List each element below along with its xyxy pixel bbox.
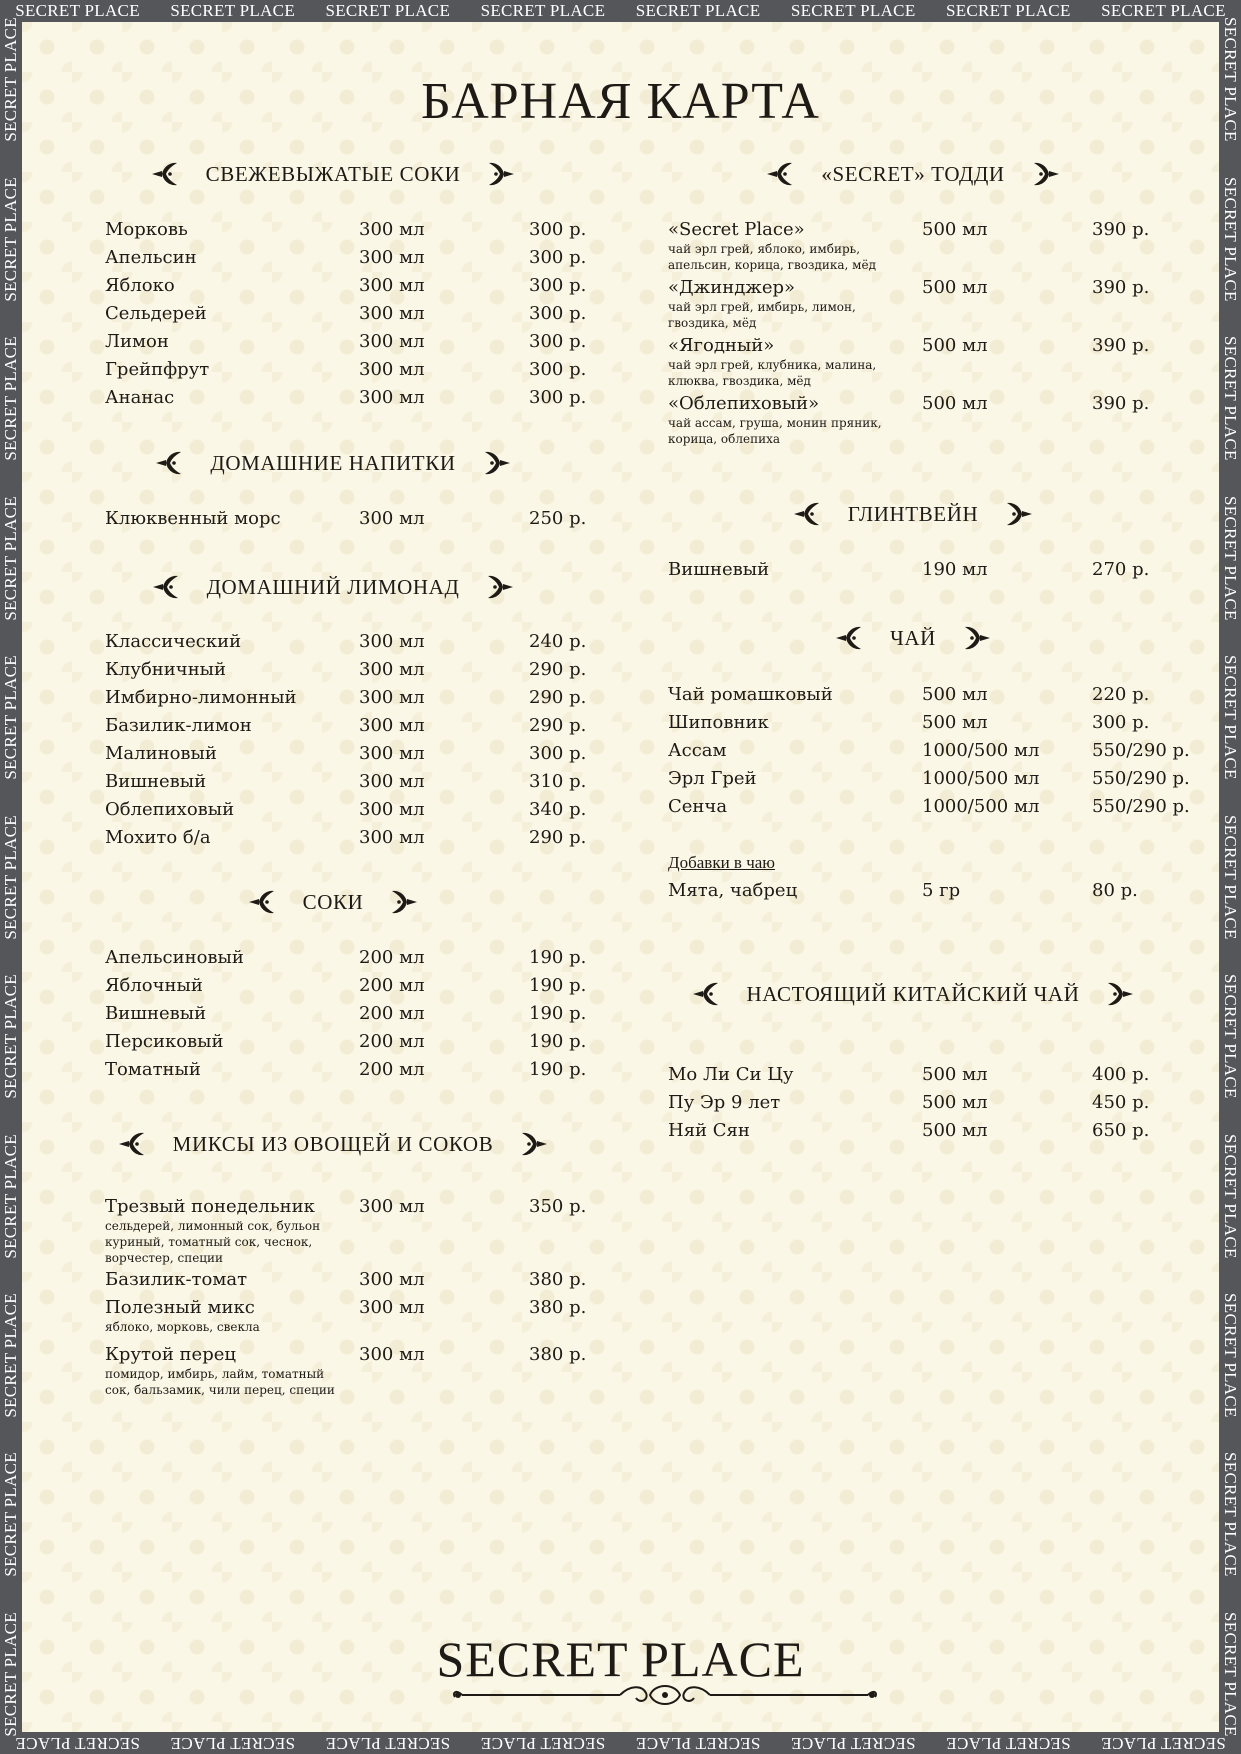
border-label: SECRET PLACE	[1221, 974, 1240, 1099]
item-description: чай эрл грей, яблоко, имбирь, апельсин, корица, гвоздика, мёд	[668, 242, 876, 272]
item-volume: 300 мл	[359, 659, 425, 680]
item-volume: 500 мл	[922, 712, 988, 733]
item-price: 450 р.	[1092, 1092, 1150, 1113]
border-label: SECRET PLACE	[1, 1452, 20, 1578]
item-volume: 200 мл	[359, 947, 425, 968]
item-volume: 200 мл	[359, 1031, 425, 1052]
item-name: Томатный	[105, 1059, 201, 1080]
item-name: Сенча	[668, 796, 728, 817]
item-volume: 500 мл	[922, 393, 988, 414]
fleur-ornament-icon	[1031, 159, 1061, 189]
fleur-ornament-icon	[1105, 979, 1135, 1009]
item-volume: 300 мл	[359, 631, 425, 652]
item-name: Апельсиновый	[105, 947, 244, 968]
item-description: чай эрл грей, имбирь, лимон, гвоздика, мёд	[668, 300, 856, 330]
item-name: Ананас	[105, 387, 175, 408]
border-label: SECRET PLACE	[790, 1734, 916, 1753]
item-price: 290 р.	[529, 715, 587, 736]
item-volume: 1000/500 мл	[922, 768, 1040, 789]
item-name: Яблоко	[105, 275, 175, 296]
border-label: SECRET PLACE	[945, 1734, 1071, 1753]
item-name: Базилик-томат	[105, 1269, 248, 1290]
fleur-ornament-icon	[151, 572, 181, 602]
border-label: SECRET PLACE	[945, 1, 1071, 20]
border-label: SECRET PLACE	[1, 1611, 20, 1737]
section-title: СОКИ	[302, 889, 364, 914]
item-volume: 200 мл	[359, 1059, 425, 1080]
item-name: Малиновый	[105, 743, 217, 764]
item-volume: 300 мл	[359, 247, 425, 268]
item-volume: 200 мл	[359, 1003, 425, 1024]
item-name: Сельдерей	[105, 303, 207, 324]
item-name: Апельсин	[105, 247, 197, 268]
section-header	[765, 154, 1061, 194]
item-price: 550/290 р.	[1092, 796, 1190, 817]
section-header	[140, 567, 526, 607]
border-label: SECRET PLACE	[1221, 495, 1240, 621]
fleur-ornament-icon	[482, 448, 512, 478]
border-label: SECRET PLACE	[1, 17, 20, 143]
border-label: SECRET PLACE	[1221, 1611, 1240, 1737]
item-price: 300 р.	[529, 359, 587, 380]
border-label: SECRET PLACE	[1221, 1293, 1240, 1418]
border-label: SECRET PLACE	[480, 1, 606, 20]
fleur-ornament-icon	[150, 159, 180, 189]
fleur-ornament-icon	[962, 623, 992, 653]
section-header	[770, 494, 1056, 534]
section-header	[685, 974, 1141, 1014]
item-price: 380 р.	[529, 1297, 587, 1318]
item-price: 390 р.	[1092, 219, 1150, 240]
item-volume: 300 мл	[359, 743, 425, 764]
item-volume: 500 мл	[922, 1120, 988, 1141]
item-description: чай ассам, груша, монин пряник, корица, облепиха	[668, 416, 882, 446]
item-name: Лимон	[105, 331, 169, 352]
border-label: SECRET PLACE	[1, 176, 20, 302]
item-price: 300 р.	[529, 247, 587, 268]
item-name: Персиковый	[105, 1031, 224, 1052]
item-price: 550/290 р.	[1092, 768, 1190, 789]
item-volume: 300 мл	[359, 715, 425, 736]
page-title: БАРНАЯ КАРТА	[421, 73, 820, 130]
section-title: ДОМАШНИЕ НАПИТКИ	[210, 450, 456, 475]
item-volume: 300 мл	[359, 275, 425, 296]
border-label: SECRET PLACE	[325, 1734, 451, 1753]
section-title: СВЕЖЕВЫЖАТЫЕ СОКИ	[205, 161, 461, 186]
item-description: яблоко, морковь, свекла	[105, 1320, 260, 1334]
item-name: «Secret Place»	[668, 219, 805, 240]
section-header	[220, 882, 446, 922]
item-price: 340 р.	[529, 799, 587, 820]
section-title: НАСТОЯЩИЙ КИТАЙСКИЙ ЧАЙ	[746, 981, 1080, 1006]
border-label: SECRET PLACE	[1, 814, 20, 940]
item-volume: 300 мл	[359, 1344, 425, 1365]
border-label: SECRET PLACE	[1, 1293, 20, 1418]
item-name: Облепиховый	[105, 799, 235, 820]
border-label: SECRET PLACE	[1, 655, 20, 780]
item-price: 250 р.	[529, 508, 587, 529]
item-price: 310 р.	[529, 771, 587, 792]
item-price: 300 р.	[529, 743, 587, 764]
item-name: Мохито б/а	[105, 827, 211, 848]
border-label: SECRET PLACE	[1221, 336, 1240, 461]
menu-page	[22, 22, 1219, 1732]
fleur-ornament-icon	[834, 623, 864, 653]
section-title: МИКСЫ ИЗ ОВОЩЕЙ И СОКОВ	[172, 1131, 494, 1156]
item-name: Базилик-лимон	[105, 715, 252, 736]
border-label: SECRET PLACE	[480, 1734, 606, 1753]
item-volume: 300 мл	[359, 799, 425, 820]
item-volume: 300 мл	[359, 771, 425, 792]
border-label: SECRET PLACE	[635, 1734, 761, 1753]
border-label: SECRET PLACE	[1101, 1, 1226, 20]
item-price: 350 р.	[529, 1196, 587, 1217]
item-description: чай эрл грей, клубника, малина, клюква, гвоздика, мёд	[668, 358, 877, 388]
border-label: SECRET PLACE	[1, 974, 20, 1099]
border-label: SECRET PLACE	[15, 1734, 140, 1753]
item-volume: 300 мл	[359, 1297, 425, 1318]
fleur-ornament-icon	[154, 448, 184, 478]
item-volume: 300 мл	[359, 508, 425, 529]
item-price: 390 р.	[1092, 393, 1150, 414]
border-label: SECRET PLACE	[325, 1, 451, 20]
item-price: 300 р.	[529, 303, 587, 324]
item-name: Полезный микс	[105, 1297, 255, 1318]
border-label: SECRET PLACE	[170, 1734, 296, 1753]
fleur-ornament-icon	[485, 572, 515, 602]
fleur-ornament-icon	[389, 887, 419, 917]
item-volume: 300 мл	[359, 827, 425, 848]
item-name: Имбирно-лимонный	[105, 687, 297, 708]
border-top	[0, 0, 1241, 22]
border-label: SECRET PLACE	[1101, 1734, 1226, 1753]
section-header	[160, 154, 506, 194]
item-price: 190 р.	[529, 1059, 587, 1080]
fleur-ornament-icon	[519, 1129, 549, 1159]
border-label: SECRET PLACE	[635, 1, 761, 20]
item-price: 300 р.	[529, 331, 587, 352]
section-title: «SECRET» ТОДДИ	[821, 161, 1005, 186]
item-price: 240 р.	[529, 631, 587, 652]
item-volume: 300 мл	[359, 1269, 425, 1290]
item-price: 550/290 р.	[1092, 740, 1190, 761]
section-header	[825, 618, 1001, 658]
item-volume: 500 мл	[922, 1064, 988, 1085]
item-price: 300 р.	[1092, 712, 1150, 733]
item-volume: 300 мл	[359, 387, 425, 408]
item-name: Вишневый	[668, 559, 770, 580]
item-volume: 500 мл	[922, 277, 988, 298]
item-volume: 300 мл	[359, 219, 425, 240]
item-volume: 1000/500 мл	[922, 796, 1040, 817]
border-label: SECRET PLACE	[1221, 17, 1240, 143]
item-volume: 1000/500 мл	[922, 740, 1040, 761]
item-price: 300 р.	[529, 387, 587, 408]
item-name: Клюквенный морс	[105, 508, 281, 529]
section-header	[100, 1124, 566, 1164]
item-name: Мята, чабрец	[668, 880, 798, 901]
border-label: SECRET PLACE	[1, 1133, 20, 1259]
section-title: ГЛИНТВЕЙН	[847, 501, 979, 526]
item-name: Трезвый понедельник	[105, 1196, 315, 1217]
item-price: 190 р.	[529, 1003, 587, 1024]
item-volume: 500 мл	[922, 335, 988, 356]
item-price: 270 р.	[1092, 559, 1150, 580]
fleur-ornament-icon	[486, 159, 516, 189]
border-label: SECRET PLACE	[1221, 655, 1240, 780]
border-right	[1219, 0, 1241, 1754]
section-title: ЧАЙ	[890, 625, 936, 650]
item-name: «Облепиховый»	[668, 393, 820, 414]
item-volume: 300 мл	[359, 303, 425, 324]
item-name: Шиповник	[668, 712, 769, 733]
item-volume: 300 мл	[359, 1196, 425, 1217]
item-price: 190 р.	[529, 947, 587, 968]
fleur-ornament-icon	[792, 499, 822, 529]
item-name: Яблочный	[105, 975, 203, 996]
item-name: Вишневый	[105, 1003, 207, 1024]
item-price: 190 р.	[529, 975, 587, 996]
border-label: SECRET PLACE	[1221, 1133, 1240, 1259]
fleur-ornament-icon	[1004, 499, 1034, 529]
item-price: 300 р.	[529, 219, 587, 240]
item-price: 390 р.	[1092, 335, 1150, 356]
item-price: 380 р.	[529, 1269, 587, 1290]
item-name: Ассам	[668, 740, 727, 761]
fleur-ornament-icon	[691, 979, 721, 1009]
item-name: Эрл Грей	[668, 768, 757, 789]
item-name: «Джинджер»	[668, 277, 796, 298]
item-name: Морковь	[105, 219, 188, 240]
border-label: SECRET PLACE	[1221, 814, 1240, 940]
item-price: 390 р.	[1092, 277, 1150, 298]
border-label: SECRET PLACE	[170, 1, 296, 20]
item-volume: 190 мл	[922, 559, 988, 580]
addons-title: Добавки в чаю	[668, 853, 775, 872]
border-left	[0, 0, 22, 1754]
item-name: Няй Сян	[668, 1120, 750, 1141]
border-label: SECRET PLACE	[1, 495, 20, 621]
border-label: SECRET PLACE	[1221, 176, 1240, 302]
item-description: сельдерей, лимонный сок, бульон куриный, томатный сок, чеснок, ворчестер, специи	[105, 1219, 321, 1265]
border-label: SECRET PLACE	[15, 1, 140, 20]
section-title: ДОМАШНИЙ ЛИМОНАД	[206, 574, 460, 599]
brand-logo-text: SECRET PLACE	[436, 1631, 805, 1687]
item-price: 190 р.	[529, 1031, 587, 1052]
item-price: 300 р.	[529, 275, 587, 296]
item-price: 290 р.	[529, 827, 587, 848]
item-name: Крутой перец	[105, 1344, 236, 1365]
item-name: Пу Эр 9 лет	[668, 1092, 781, 1113]
item-price: 400 р.	[1092, 1064, 1150, 1085]
item-name: Клубничный	[105, 659, 227, 680]
fleur-ornament-icon	[247, 887, 277, 917]
item-price: 650 р.	[1092, 1120, 1150, 1141]
item-name: Вишневый	[105, 771, 207, 792]
item-description: помидор, имбирь, лайм, томатный сок, бальзамик, чили перец, специи	[105, 1367, 335, 1397]
flourish-divider-icon	[450, 1680, 880, 1710]
border-bottom	[0, 1732, 1241, 1754]
item-volume: 300 мл	[359, 687, 425, 708]
item-volume: 300 мл	[359, 359, 425, 380]
item-name: «Ягодный»	[668, 335, 775, 356]
item-price: 80 р.	[1092, 880, 1138, 901]
fleur-ornament-icon	[117, 1129, 147, 1159]
border-label: SECRET PLACE	[1221, 1452, 1240, 1578]
item-name: Классический	[105, 631, 242, 652]
border-label: SECRET PLACE	[1, 336, 20, 461]
item-name: Мо Ли Си Цу	[668, 1064, 794, 1085]
section-header	[160, 443, 506, 483]
item-volume: 5 гр	[922, 880, 961, 901]
fleur-ornament-icon	[765, 159, 795, 189]
item-price: 380 р.	[529, 1344, 587, 1365]
item-volume: 300 мл	[359, 331, 425, 352]
item-price: 290 р.	[529, 687, 587, 708]
item-volume: 500 мл	[922, 1092, 988, 1113]
item-price: 220 р.	[1092, 684, 1150, 705]
item-price: 290 р.	[529, 659, 587, 680]
item-volume: 500 мл	[922, 684, 988, 705]
item-name: Грейпфрут	[105, 359, 210, 380]
border-label: SECRET PLACE	[790, 1, 916, 20]
item-volume: 500 мл	[922, 219, 988, 240]
item-name: Чай ромашковый	[668, 684, 833, 705]
item-volume: 200 мл	[359, 975, 425, 996]
